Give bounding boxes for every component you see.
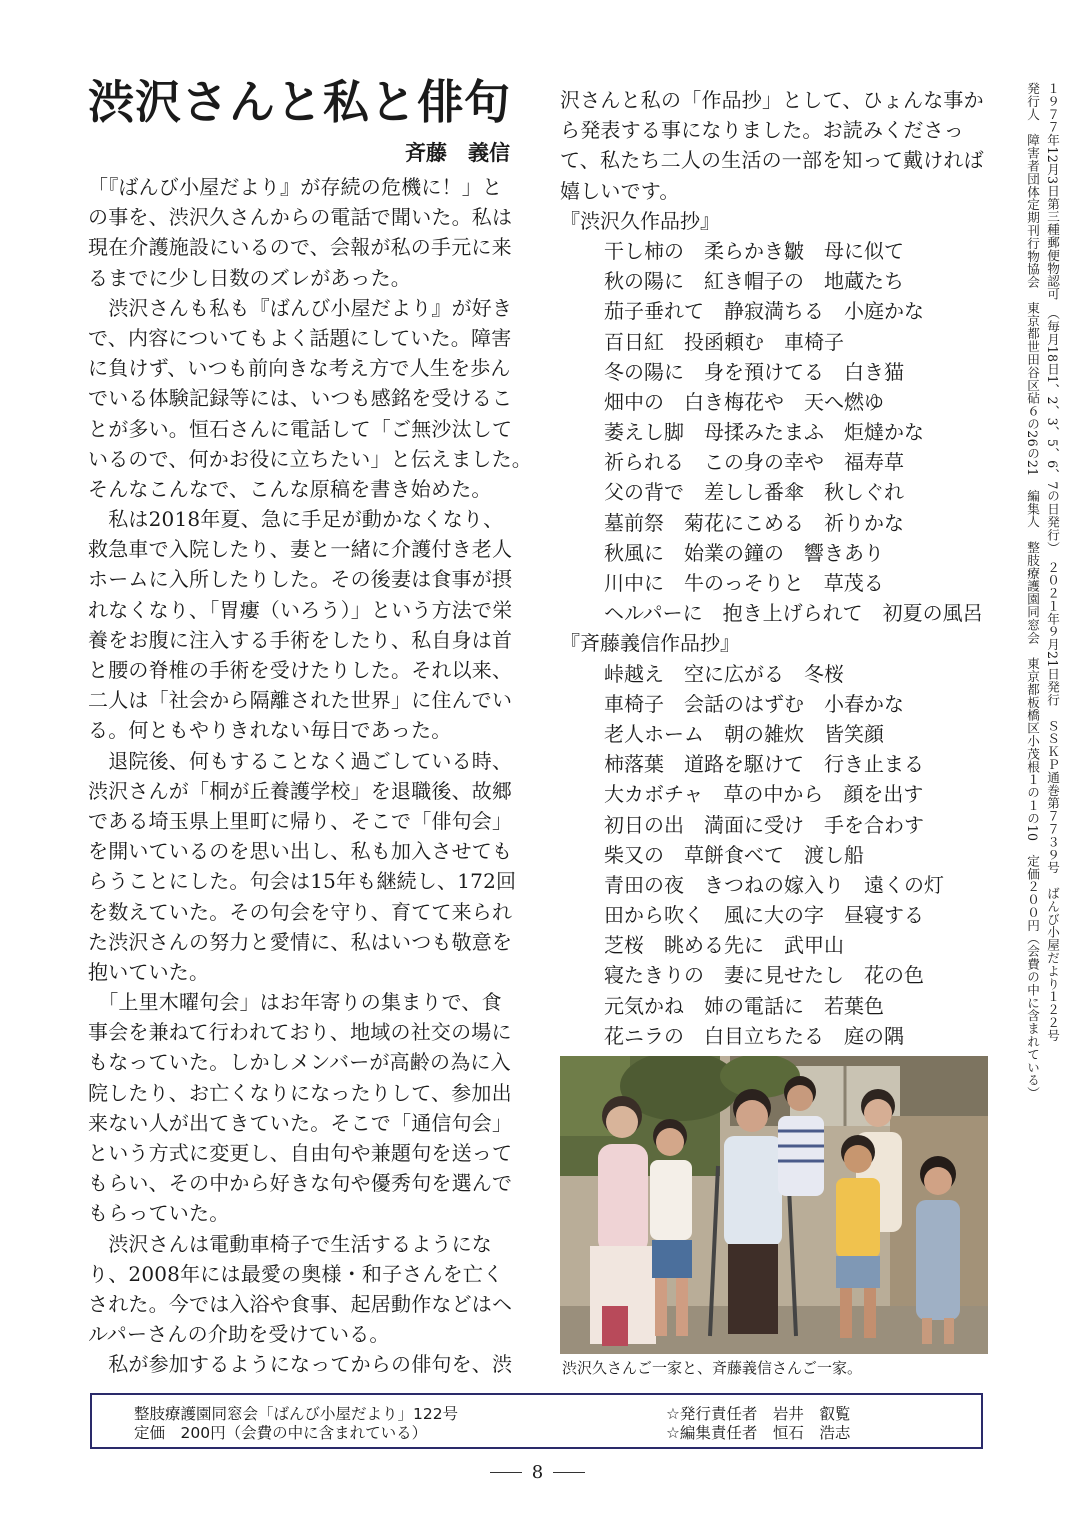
- haiku-line: 冬の陽に 身を預けてる 白き猫: [604, 359, 904, 384]
- body-line: 事会を兼ねて行われており、地域の社交の場に: [88, 1020, 512, 1045]
- haiku-line: 畑中の 白き梅花や 天へ燃ゆ: [604, 389, 884, 414]
- body-line: でいる体験記録等には、いつも感銘を受けるこ: [88, 386, 513, 411]
- body-line: いるので、何かお役に立ちたい」と伝えました。: [88, 446, 532, 471]
- article-author: 斉藤 義信: [405, 141, 510, 165]
- body-line: とが多い。恒石さんに電話して「ご無沙汰して: [88, 416, 513, 441]
- body-line: らうことにした。句会は15年も継続し、172回: [88, 869, 517, 894]
- page-number-value: 8: [531, 1462, 544, 1483]
- haiku-line: 百日紅 投函頼む 車椅子: [604, 329, 844, 354]
- page-number-dash-right: [553, 1472, 585, 1473]
- footer-publication-name: 整肢療護園同窓会「ばんび小屋だより」122号: [134, 1405, 459, 1423]
- haiku-line: 老人ホーム 朝の雑炊 皆笑顔: [604, 721, 884, 746]
- body-line: 二人は「社会から隔離された世界」に住んでい: [88, 688, 513, 713]
- haiku-line: 車椅子 会話のはずむ 小春かな: [604, 691, 904, 716]
- publication-info-vertical: [1000, 82, 1060, 1100]
- body-line: を開いているのを思い出し、私も加入させても: [88, 839, 513, 864]
- haiku-line: 川中に 牛のっそりと 草茂る: [604, 571, 884, 595]
- body-line: ホームに入所したりした。その後妻は食事が摂: [88, 567, 513, 592]
- body-line: る。何ともやりきれない毎日であった。: [88, 718, 452, 743]
- body-line: ルパーさんの介助を受けている。: [88, 1322, 390, 1347]
- body-line: るまでに少し日数のズレがあった。: [88, 265, 411, 290]
- body-line: を数えていた。その句会を守り、育てて来られ: [88, 899, 513, 924]
- body-line: 嬉しいです。: [560, 178, 680, 203]
- haiku-line: 田から吹く 風に大の字 昼寝する: [604, 903, 924, 928]
- body-line: 渋沢さんも私も『ばんび小屋だより』が好き: [88, 295, 513, 320]
- haiku-line: 青田の夜 きつねの嫁入り 遠くの灯: [604, 872, 944, 897]
- article-left-column: [88, 172, 532, 1380]
- body-line: り、2008年には最愛の奥様・和子さんを亡く: [88, 1261, 504, 1286]
- haiku-line: 秋風に 始業の鐘の 響きあり: [604, 540, 884, 565]
- haiku-line: 寝たきりの 妻に見せたし 花の色: [604, 963, 924, 988]
- body-line: た渋沢さんの努力と愛情に、私はいつも敬意を: [88, 929, 513, 954]
- body-line: 渋沢さんは電動車椅子で生活するようにな: [88, 1231, 492, 1256]
- publication-info-line: １９７７年12月3日第三種郵便物認可 （毎月18日1、2、3、5、6、7の日発行） ２０２１年９月21日発行 ＳＳＫＰ通巻第７７３９号 ばんび小屋だより１２２号: [1045, 82, 1060, 1042]
- body-line: された。今では入浴や食事、起居動作などはヘ: [88, 1291, 513, 1316]
- body-line: もらっていた。: [88, 1201, 230, 1226]
- body-line: 「上里木曜句会」はお年寄りの集まりで、食: [88, 990, 502, 1015]
- haiku-line: 秋の陽に 紅き帽子の 地蔵たち: [604, 269, 904, 294]
- photo-caption: 渋沢久さんご一家と、斉藤義信さんご一家。: [562, 1359, 863, 1377]
- page-number-dash-left: [490, 1472, 522, 1473]
- haiku-line: 柴又の 草餅食べて 渡し船: [604, 842, 864, 867]
- footer-left: [134, 1405, 458, 1443]
- section-heading-shibusawa: 『渋沢久作品抄』: [560, 208, 720, 233]
- haiku-line: 萎えし脚 母揉みたまふ 炬燵かな: [604, 420, 924, 445]
- body-line: れなくなり、「胃瘻（いろう）」という方法で栄: [88, 597, 513, 622]
- body-line: である埼玉県上里町に帰り、そこで「俳句会」: [88, 808, 513, 833]
- haiku-line: 花ニラの 白目立ちたる 庭の隅: [604, 1023, 904, 1048]
- body-line: 院したり、お亡くなりになったりして、参加出: [88, 1080, 512, 1105]
- haiku-line: ヘルパーに 抱き上げられて 初夏の風呂: [604, 601, 983, 626]
- haiku-line: 元気かね 姉の電話に 若葉色: [604, 993, 884, 1018]
- body-line: 救急車で入院したり、妻と一緒に介護付き老人: [88, 537, 513, 562]
- body-line: と腰の脊椎の手術を受けたりした。それ以来、: [88, 658, 513, 682]
- footer-editor: ☆編集責任者 恒石 浩志: [666, 1424, 851, 1442]
- family-photo: [560, 1056, 988, 1354]
- haiku-line: 干し柿の 柔らかき皺 母に似て: [604, 238, 904, 263]
- body-line: 渋沢さんが「桐が丘養護学校」を退職後、故郷: [88, 778, 513, 803]
- haiku-line: 峠越え 空に広がる 冬桜: [604, 661, 844, 686]
- haiku-line: 大カボチャ 草の中から 顔を出す: [604, 782, 924, 807]
- haiku-line: 祈られる この身の幸や 福寿草: [604, 450, 904, 475]
- body-line: 抱いていた。: [88, 959, 210, 984]
- body-line: 私が参加するようになってからの俳句を、渋: [88, 1352, 513, 1377]
- footer-publisher: ☆発行責任者 岩井 叡覧: [666, 1405, 851, 1423]
- body-line: という方式に変更し、自由句や兼題句を送って: [88, 1141, 513, 1165]
- body-line: もなっていた。しかしメンバーが高齢の為に入: [88, 1050, 511, 1075]
- body-line: て、私たち二人の生活の一部を知って戴ければ: [560, 148, 984, 173]
- body-line: の事を、渋沢久さんからの電話で聞いた。私は: [88, 205, 513, 230]
- haiku-line: 父の背で 差しし番傘 秋しぐれ: [604, 480, 904, 505]
- page-number: [480, 1462, 595, 1483]
- haiku-line: 柿落葉 道路を駆けて 行き止まる: [604, 752, 924, 777]
- body-line: そんなこんなで、こんな原稿を書き始めた。: [88, 476, 492, 501]
- family-photo-illustration: [560, 1056, 988, 1354]
- body-line: もらい、その中から好きな句や優秀句を選んで: [88, 1171, 513, 1196]
- body-line: 私は2018年夏、急に手足が動かなくなり、: [88, 507, 504, 532]
- section-heading-saito: 『斉藤義信作品抄』: [560, 631, 740, 656]
- haiku-line: 茄子垂れて 静寂満ちる 小庭かな: [604, 299, 924, 324]
- footer-right: [666, 1405, 850, 1443]
- article-title: 渋沢さんと私と俳句: [88, 75, 511, 129]
- haiku-line: 初日の出 満面に受け 手を合わす: [604, 812, 924, 837]
- body-line: 来ない人が出てきていた。そこで「通信句会」: [88, 1110, 513, 1135]
- haiku-line: 芝桜 眺める先に 武甲山: [604, 933, 844, 958]
- body-line: 養をお腹に注入する手術をしたり、私自身は首: [88, 627, 513, 652]
- footer-price: 定価 200円（会費の中に含まれている）: [134, 1424, 428, 1442]
- article-right-column: [560, 85, 990, 1051]
- haiku-line: 墓前祭 菊花にこめる 祈りかな: [604, 510, 904, 535]
- body-line: 「『ばんび小屋だより』が存続の危機に！」と: [88, 175, 503, 199]
- body-line: で、内容についてもよく話題にしていた。障害: [88, 325, 512, 350]
- body-line: に負けず、いつも前向きな考え方で人生を歩ん: [88, 356, 511, 381]
- publication-info-line: 発行人 障害者団体定期刊行物協会 東京都世田谷区砧６の26の21 編集人 整肢療護園同窓会 東京都板橋区小茂根１の１の10 定価２００円（会費の中に含まれている）: [1025, 82, 1040, 1100]
- body-line: 退院後、何もすることなく過ごしている時、: [88, 748, 513, 773]
- body-line: ら発表する事になりました。お読みくださっ: [560, 118, 964, 143]
- body-line: 沢さんと私の「作品抄」として、ひょんな事か: [560, 88, 984, 112]
- publication-footer-box: [90, 1393, 983, 1449]
- body-line: 現在介護施設にいるので、会報が私の手元に来: [88, 235, 512, 260]
